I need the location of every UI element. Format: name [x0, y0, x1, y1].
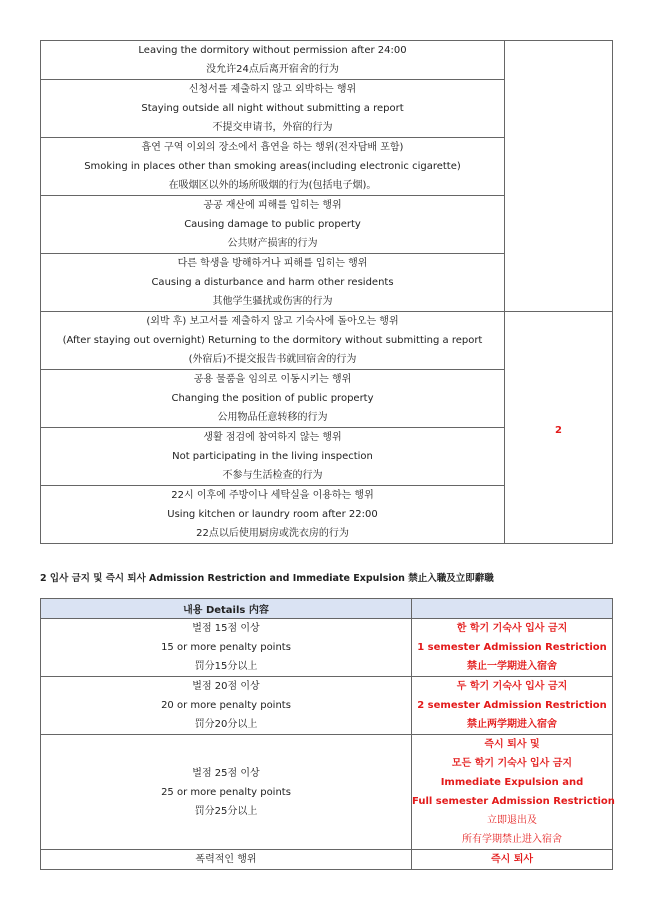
table-row — [41, 850, 613, 870]
result-cell — [412, 619, 613, 677]
behavior-cell — [41, 312, 505, 370]
behavior-en: Leaving the dormitory without permission after 24:00 — [138, 45, 407, 56]
behavior-zh: 在吸烟区以外的场所吸烟的行为(包括电子烟)。 — [168, 180, 377, 191]
result-en: Full semester Admission Restriction — [412, 796, 615, 807]
behavior-ko: 생활 점검에 참여하지 않는 행위 — [203, 432, 342, 443]
result-ko: 한 학기 기숙사 입사 금지 — [456, 623, 568, 634]
behavior-en: (After staying out overnight) Returning to the dormitory without submitting a report — [62, 335, 483, 346]
result-en: 1 semester Admission Restriction — [417, 642, 607, 653]
behavior-cell — [41, 428, 505, 486]
behavior-cell — [41, 41, 505, 80]
details-ko: 벌점 20점 이상 — [192, 681, 260, 692]
behavior-zh: 其他学生骚扰或伤害的行为 — [212, 296, 333, 307]
penalty-points-value: 2 — [555, 425, 562, 436]
result-zh: 立即退出及 — [487, 815, 537, 826]
behavior-zh: 公用物品任意转移的行为 — [217, 412, 328, 423]
details-zh: 罚分25分以上 — [194, 805, 258, 817]
behavior-cell — [41, 254, 505, 312]
details-en: 20 or more penalty points — [161, 700, 291, 711]
behavior-en: Causing damage to public property — [184, 219, 361, 230]
result-zh: 禁止两学期进入宿舍 — [467, 719, 557, 730]
result-header — [412, 599, 613, 619]
penalty-cell — [505, 312, 613, 544]
result-cell — [412, 850, 613, 870]
details-ko: 벌점 15점 이상 — [192, 623, 260, 634]
behavior-ko: 22시 이후에 주방이나 세탁실을 이용하는 행위 — [171, 490, 374, 501]
details-zh: 罚分20分以上 — [194, 719, 258, 730]
table-header-row — [41, 599, 613, 619]
behavior-cell — [41, 370, 505, 428]
result-en: 2 semester Admission Restriction — [417, 700, 607, 711]
behavior-zh: 不提交申请书，外宿的行为 — [212, 122, 333, 133]
details-cell — [41, 850, 412, 870]
behavior-zh: 没允许24点后离开宿舍的行为 — [206, 64, 339, 75]
result-zh: 所有学期禁止进入宿舍 — [462, 834, 562, 845]
behavior-cell — [41, 196, 505, 254]
behavior-en: Staying outside all night without submitting a report — [141, 103, 404, 114]
behavior-en: Causing a disturbance and harm other residents — [151, 277, 394, 288]
table-row — [41, 677, 613, 735]
behavior-en: Smoking in places other than smoking areas(including electronic cigarette) — [84, 161, 461, 172]
behavior-cell — [41, 80, 505, 138]
behavior-cell — [41, 486, 505, 544]
behavior-zh: 不参与生活检查的行为 — [222, 470, 323, 481]
penalty-cell-upper — [505, 41, 613, 312]
behavior-ko: (외박 후) 보고서를 제출하지 않고 기숙사에 돌아오는 행위 — [146, 316, 399, 327]
details-cell — [41, 619, 412, 677]
behavior-ko: 공용 물품을 임의로 이동시키는 행위 — [193, 374, 352, 385]
result-zh: 禁止一学期进入宿舍 — [467, 661, 557, 672]
result-cell — [412, 735, 613, 850]
behavior-ko: 흡연 구역 이외의 장소에서 흡연을 하는 행위(전자담배 포함) — [141, 142, 404, 153]
table-row — [41, 619, 613, 677]
result-cell — [412, 677, 613, 735]
details-zh: 罚分15分以上 — [194, 661, 258, 672]
behavior-cell — [41, 138, 505, 196]
details-ko: 벌점 25점 이상 — [192, 767, 260, 779]
details-cell — [41, 735, 412, 850]
behavior-ko: 공공 재산에 피해를 입히는 행위 — [203, 200, 342, 211]
result-ko: 즉시 퇴사 — [490, 854, 534, 865]
result-ko: 두 학기 기숙사 입사 금지 — [456, 681, 568, 692]
details-ko: 폭력적인 행위 — [195, 854, 257, 865]
behavior-en: Changing the position of public property — [171, 393, 374, 404]
details-cell — [41, 677, 412, 735]
behavior-en: Using kitchen or laundry room after 22:00 — [167, 509, 378, 520]
table-row — [41, 312, 613, 370]
details-header: 내용 Details 内容 — [41, 599, 412, 619]
details-en: 15 or more penalty points — [161, 642, 291, 653]
result-ko: 즉시 퇴사 및 — [484, 739, 540, 750]
behavior-ko: 신청서를 제출하지 않고 외박하는 행위 — [188, 84, 357, 95]
behavior-zh: 22点以后使用厨房或洗衣房的行为 — [196, 528, 349, 539]
behavior-ko: 다른 학생을 방해하거나 피해를 입히는 행위 — [177, 258, 368, 269]
result-en: Immediate Expulsion and — [440, 777, 584, 788]
behavior-zh: (外宿后)不提交报告书就回宿舍的行为 — [188, 354, 357, 365]
table-row — [41, 41, 613, 80]
result-ko: 모든 학기 기숙사 입사 금지 — [451, 758, 573, 769]
penalty-behavior-table — [40, 40, 613, 544]
table-row — [41, 735, 613, 850]
section-heading: 2 입사 금지 및 즉시 퇴사 Admission Restriction and Immediate Expulsion 禁止入職及立即辭職 — [40, 573, 494, 584]
behavior-en: Not participating in the living inspection — [172, 451, 373, 462]
admission-restriction-table — [40, 598, 613, 870]
details-en: 25 or more penalty points — [161, 786, 291, 798]
behavior-zh: 公共财产损害的行为 — [227, 238, 318, 249]
